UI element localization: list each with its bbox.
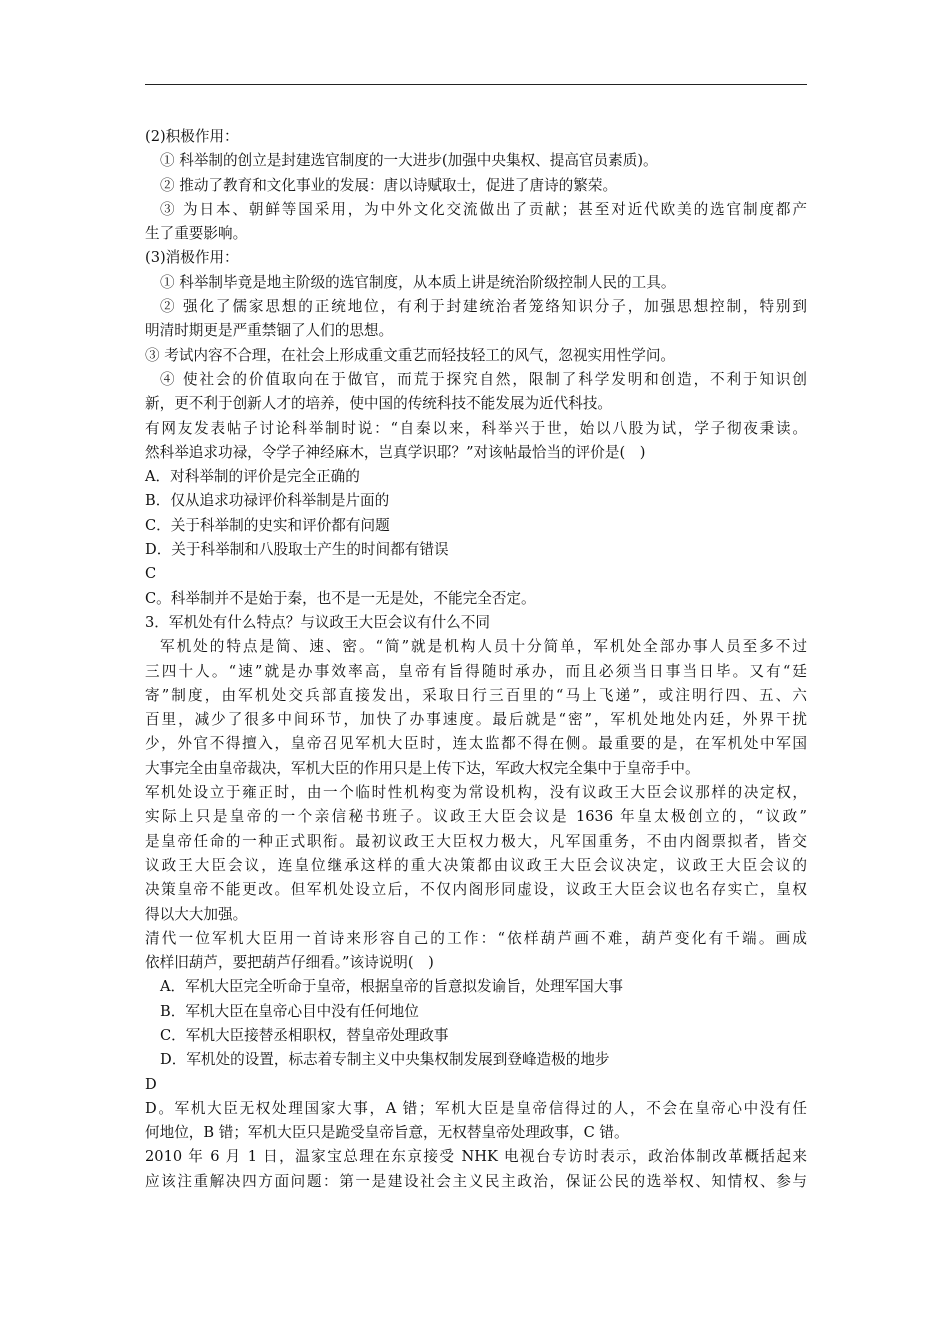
option-c: C．军机大臣接替丞相职权，替皇帝处理政事 [160,1026,449,1044]
option-c: C．关于科举制的史实和评价都有问题 [145,516,390,534]
option-a: A．军机大臣完全听命于皇帝，根据皇帝的旨意拟发谕旨，处理军国大事 [160,978,623,996]
text-line: 议政王大臣会议，连皇位继承这样的重大决策都由议政王大臣会议决定，议政王大臣会议的 [145,856,807,874]
text-line: ④ 使社会的价值取向在于做官，而荒于探究自然，限制了科学发明和创造，不利于知识创 [160,370,807,388]
text-line: ③ 考试内容不合理，在社会上形成重文重艺而轻技轻工的风气，忽视实用性学问。 [145,346,676,364]
text-line: (3)消极作用： [145,249,239,267]
text-line: 生了重要影响。 [145,225,248,243]
option-b: B．仅从追求功禄评价科举制是片面的 [145,492,390,510]
answer: C [145,565,157,583]
explanation: 何地位，B 错；军机大臣只是跪受皇帝旨意，无权替皇帝处理政事，C 错。 [145,1124,629,1142]
text-line: 得以大大加强。 [145,905,248,923]
question-stem: 清代一位军机大臣用一首诗来形容自己的工作：“依样葫芦画不难，葫芦变化有千端。画成 [145,929,807,947]
text-line: ② 推动了教育和文化事业的发展：唐以诗赋取士，促进了唐诗的繁荣。 [160,176,618,194]
question-stem: 应该注重解决四方面问题：第一是建设社会主义民主政治，保证公民的选举权、知情权、参与 [145,1172,807,1190]
text-line: 三四十人。“速”就是办事效率高，皇帝有旨得随时承办，而且必须当日事当日毕。又有“廷 [145,662,807,680]
question-stem: 有网友发表帖子讨论科举制时说：“自秦以来，科举兴于世，始以八股为试，学子彻夜秉读。 [145,419,807,437]
text-line: 决策皇帝不能更改。但军机处设立后，不仅内阁形同虚设，议政王大臣会议也名存实亡，皇权 [145,881,807,899]
question-stem: 依样旧葫芦，要把葫芦仔细看。”该诗说明( ) [145,954,434,972]
option-b: B．军机大臣在皇帝心目中没有任何地位 [160,1002,419,1020]
text-line: ① 科举制毕竟是地主阶级的选官制度，从本质上讲是统治阶级控制人民的工具。 [160,273,676,291]
text-line: ① 科举制的创立是封建选官制度的一大进步(加强中央集权、提高官员素质)。 [160,152,658,170]
text-line: ② 强化了儒家思想的正统地位，有利于封建统治者笼络知识分子，加强思想控制，特别到 [160,298,807,316]
question-stem: 2010 年 6 月 1 日，温家宝总理在东京接受 NHK 电视台专访时表示，政治体制改革概括起来 [145,1148,807,1166]
option-d: D．军机处的设置，标志着专制主义中央集权制发展到登峰造极的地步 [160,1051,610,1069]
explanation: D。军机大臣无权处理国家大事，A 错；军机大臣是皇帝信得过的人，不会在皇帝心中没有任 [145,1099,807,1117]
text-line: 军机处设立于雍正时，由一个临时性机构变为常设机构，没有议政王大臣会议那样的决定权， [145,784,807,802]
section-heading: 3．军机处有什么特点？与议政王大臣会议有什么不同 [145,613,490,631]
text-line: ③ 为日本、朝鲜等国采用，为中外文化交流做出了贡献；甚至对近代欧美的选官制度都产 [160,200,807,218]
text-line: 实际上只是皇帝的一个亲信秘书班子。议政王大臣会议是 1636 年皇太极创立的，“议政” [145,808,807,826]
question-stem: 然科举追求功禄，令学子神经麻木，岂真学识耶？”对该帖最恰当的评价是( ) [145,443,646,461]
document-body [145,125,807,1194]
header-rule [145,84,807,85]
text-line: 少，外官不得擅入，皇帝召见军机大臣时，连太监都不得在侧。最重要的是，在军机处中军国 [145,735,807,753]
text-line: 寄”制度，由军机处交兵部直接发出，采取日行三百里的“马上飞递”，或注明行四、五、六 [145,686,807,704]
text-line: 是皇帝任命的一种正式职衔。最初议政王大臣权力极大，凡军国重务，不由内阁票拟者，皆交 [145,832,807,850]
option-d: D．关于科举制和八股取士产生的时间都有错误 [145,541,449,559]
text-line: 百里，减少了很多中间环节，加快了办事速度。最后就是“密”，军机处地处内廷，外界干扰 [145,711,807,729]
option-a: A．对科举制的评价是完全正确的 [145,468,360,486]
text-line: (2)积极作用： [145,128,239,145]
explanation: C。科举制并不是始于秦，也不是一无是处，不能完全否定。 [145,589,536,607]
text-line: 大事完全由皇帝裁决，军机大臣的作用只是上传下达，军政大权完全集中于皇帝手中。 [145,759,700,777]
text-line: 明清时期更是严重禁锢了人们的思想。 [145,322,394,340]
text-line: 新，更不利于创新人才的培养，使中国的传统科技不能发展为近代科技。 [145,395,613,413]
answer: D [145,1075,157,1093]
text-line: 军机处的特点是简、速、密。“简”就是机构人员十分简单，军机处全部办事人员至多不过 [160,638,807,656]
